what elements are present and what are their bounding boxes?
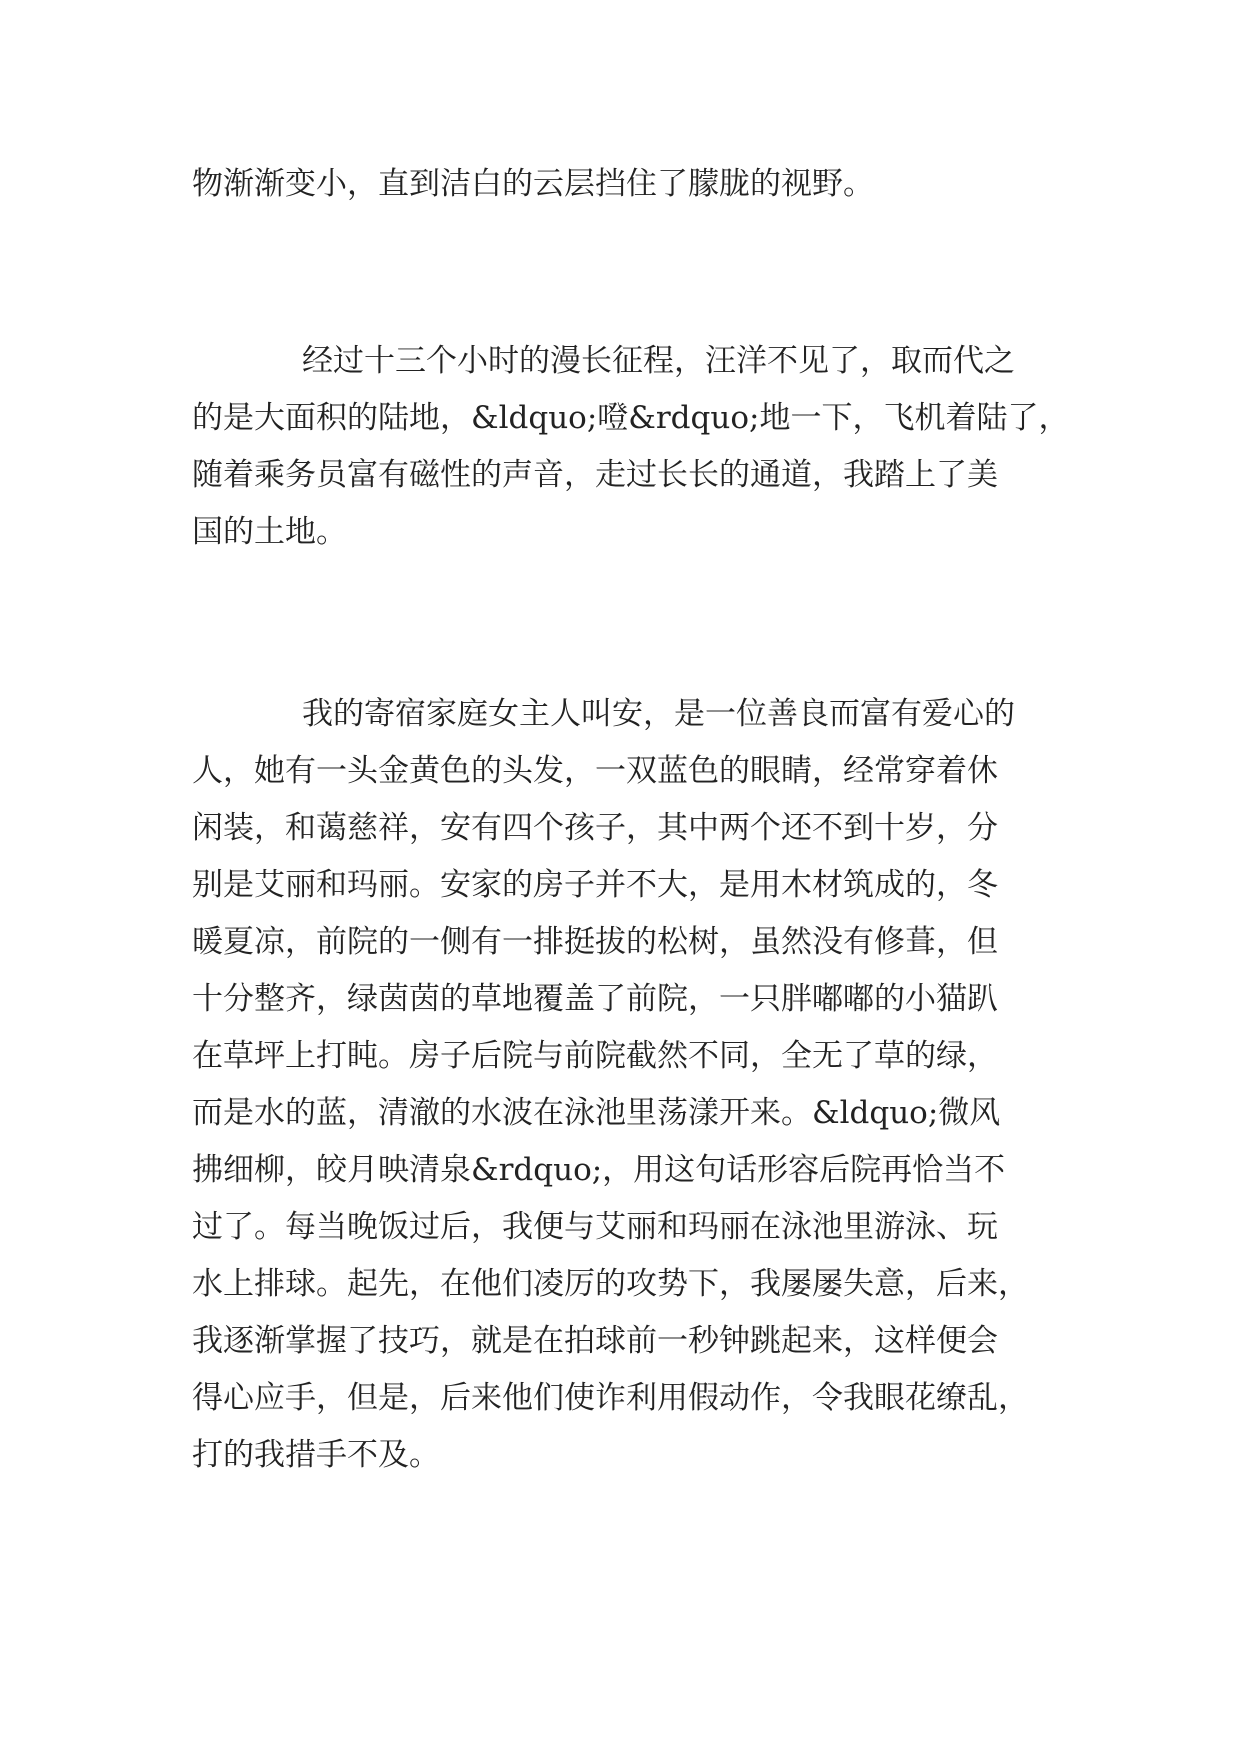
paragraph-line: 我逐渐掌握了技巧，就是在拍球前一秒钟跳起来，这样便会 bbox=[192, 1323, 998, 1359]
paragraph-line: 过了。每当晚饭过后，我便与艾丽和玛丽在泳池里游泳、玩 bbox=[192, 1209, 998, 1245]
paragraph-1 bbox=[192, 156, 1072, 213]
paragraph-line: 在草坪上打盹。房子后院与前院截然不同，全无了草的绿， bbox=[192, 1038, 998, 1074]
paragraph-line: 我的寄宿家庭女主人叫安，是一位善良而富有爱心的 bbox=[302, 696, 1015, 732]
paragraph-3 bbox=[192, 686, 1072, 1484]
paragraph-line: 水上排球。起先，在他们凌厉的攻势下，我屡屡失意，后来， bbox=[192, 1266, 1029, 1302]
paragraph-line: 暖夏凉，前院的一侧有一排挺拔的松树，虽然没有修葺，但 bbox=[192, 924, 998, 960]
paragraph-line: 随着乘务员富有磁性的声音，走过长长的通道，我踏上了美 bbox=[192, 457, 998, 493]
paragraph-line: 国的土地。 bbox=[192, 514, 347, 550]
paragraph-line: 闲装，和蔼慈祥，安有四个孩子，其中两个还不到十岁，分 bbox=[192, 810, 998, 846]
paragraph-line: 打的我措手不及。 bbox=[192, 1437, 440, 1473]
paragraph-line: 别是艾丽和玛丽。安家的房子并不大，是用木材筑成的，冬 bbox=[192, 867, 998, 903]
paragraph-line: 十分整齐，绿茵茵的草地覆盖了前院，一只胖嘟嘟的小猫趴 bbox=[192, 981, 998, 1017]
paragraph-line: 经过十三个小时的漫长征程，汪洋不见了，取而代之 bbox=[302, 343, 1015, 379]
paragraph-line: 拂细柳，皎月映清泉&rdquo;，用这句话形容后院再恰当不 bbox=[192, 1152, 1006, 1188]
paragraph-line: 而是水的蓝，清澈的水波在泳池里荡漾开来。&ldquo;微风 bbox=[192, 1095, 1001, 1131]
paragraph-line: 人，她有一头金黄色的头发，一双蓝色的眼睛，经常穿着休 bbox=[192, 753, 998, 789]
paragraph-line: 得心应手，但是，后来他们使诈利用假动作，令我眼花缭乱， bbox=[192, 1380, 1029, 1416]
paragraph-line: 物渐渐变小，直到洁白的云层挡住了朦胧的视野。 bbox=[192, 166, 874, 202]
paragraph-2 bbox=[192, 333, 1072, 561]
paragraph-line: 的是大面积的陆地，&ldquo;噔&rdquo;地一下，飞机着陆了， bbox=[192, 400, 1070, 436]
